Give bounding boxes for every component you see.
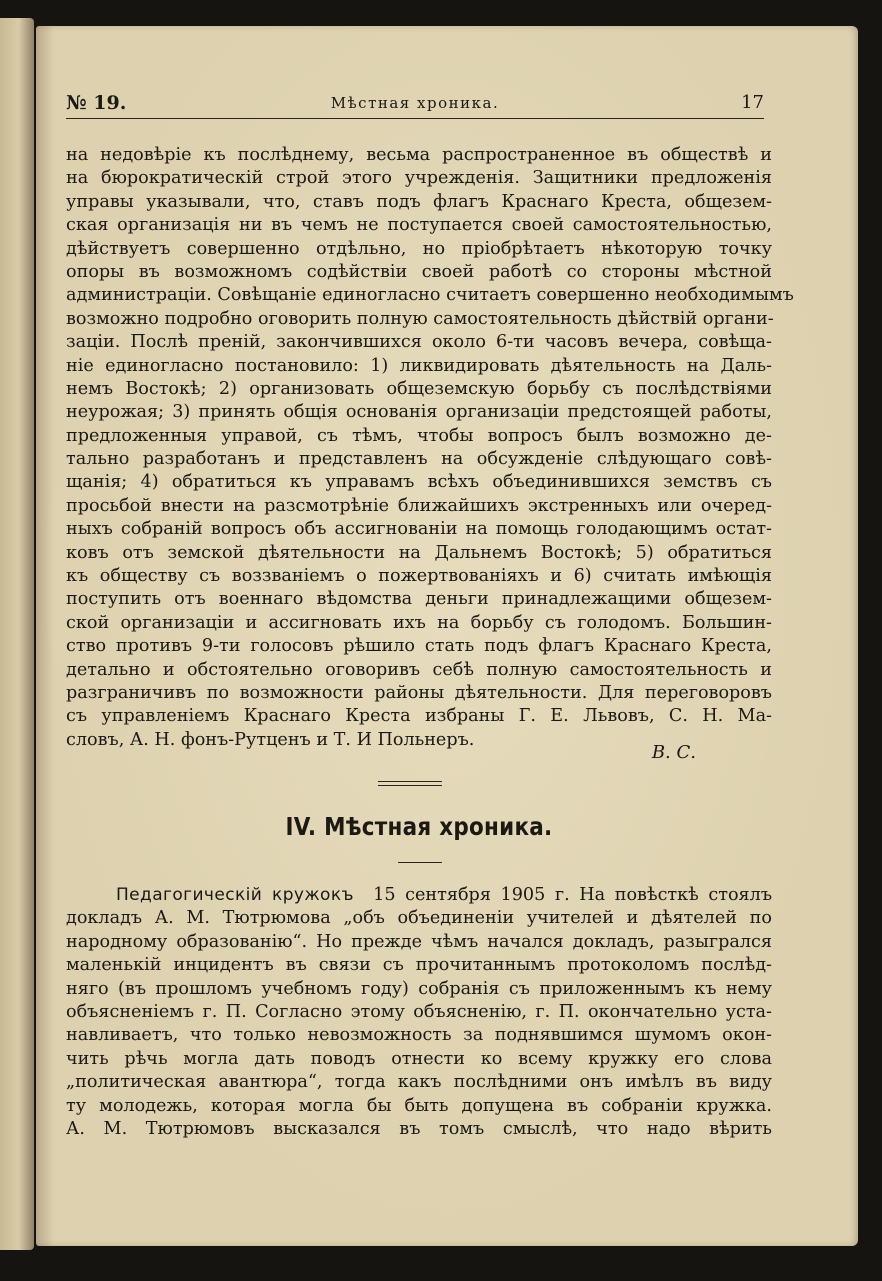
text-line: ство противъ 9-ти голосовъ рѣшило стать подъ флагъ Краснаго Креста, [66,636,772,657]
paragraph-zemstvo-meeting [66,144,794,752]
paragraph-pedagogical-circle [66,884,772,1141]
text-line: возможно подробно оговорить полную самостоятельность дѣйствій органи- [66,308,774,329]
text-line: администраціи. Совѣщаніе единогласно считаетъ совершенно необходимымъ [66,285,794,306]
text-line: просьбой внести на разсмотрѣніе ближайшихъ экстренныхъ или очеред- [66,495,772,516]
page-number: 17 [741,92,764,113]
text-line: опоры въ возможномъ содѣйствіи своей работѣ со стороны мѣстной [66,261,772,282]
rubric-label: Педагогическій кружокъ [116,885,354,905]
text-line: словъ, А. Н. фонъ-Рутценъ и Т. И Польнеръ. [66,729,475,750]
author-signature: В. С. [651,742,696,763]
text-line: на недовѣріе къ послѣднему, весьма распространенное въ обществѣ и [66,145,772,165]
text-line: „политическая авантюра“, тогда какъ послѣдними онъ имѣлъ въ виду [66,1072,772,1093]
text-line: управы указывали, что, ставъ подъ флагъ Краснаго Креста, общезем- [66,191,772,212]
text-line: къ обществу съ воззваніемъ о пожертвованіяхъ и 6) считать имѣющія [66,566,772,587]
text-line: чить рѣчь могла дать поводъ отнести ко всему кружку его слова [66,1048,772,1069]
text-line: щанія; 4) обратиться къ управамъ всѣхъ объединившихся земствъ съ [66,472,772,493]
text-line: объясненіемъ г. П. Согласно этому объясненію, г. П. окончательно уста- [66,1001,772,1022]
book-page [36,26,858,1246]
text-line: разграничивъ по возможности районы дѣятельности. Для переговоровъ [66,682,772,703]
running-title: Мѣстная хроника. [330,94,500,112]
facing-page-edge [0,18,34,1250]
double-rule-divider [378,781,442,786]
text-line: А. М. Тютрюмовъ высказался въ томъ смыслѣ, что надо вѣрить [66,1118,772,1139]
text-line: поступить отъ военнаго вѣдомства деньги принадлежащими общезем- [66,589,772,610]
text-line: ныхъ собраній вопросъ объ ассигнованіи на помощь голодающимъ остат- [66,519,772,540]
text-line-rest: 15 сентября 1905 г. На повѣсткѣ стоялъ [373,885,773,905]
text-line: на бюрократическій строй этого учрежденія. Защитники предложенія [66,168,772,189]
text-line: навливаетъ, что только невозможность за поднявшимся шумомъ окон- [66,1025,772,1046]
single-rule-divider [398,862,442,863]
text-line: ковъ отъ земской дѣятельности на Дальнемъ Востокѣ; 5) обратиться [66,542,772,563]
text-line: ніе единогласно постановило: 1) ликвидировать дѣятельность на Даль- [66,355,772,376]
issue-number: № 19. [66,92,127,114]
text-line: ской организаціи и ассигновать ихъ на борьбу съ голодомъ. Большин- [66,612,772,633]
text-line: неурожая; 3) принять общія основанія организаціи предстоящей работы, [66,402,772,423]
running-header [66,90,764,119]
text-line: заціи. Послѣ преній, закончившихся около 6-ти часовъ вечера, совѣща- [66,332,772,353]
text-line: няго (въ прошломъ учебномъ году) собранія съ приложеннымъ къ нему [66,978,772,999]
text-line-first [66,884,772,907]
text-line: маленькій инцидентъ въ связи съ прочитаннымъ протоколомъ послѣд- [66,955,772,976]
text-line: тально разработанъ и представленъ на обсужденіе слѣдующаго совѣ- [66,449,772,470]
text-line: дѣйствуетъ совершенно отдѣльно, но пріобрѣтаетъ нѣкоторую точку [66,238,772,259]
text-line: съ управленіемъ Краснаго Креста избраны Г. Е. Львовъ, С. Н. Ма- [66,706,772,727]
text-line: детально и обстоятельно оговоривъ себѣ полную самостоятельность и [66,659,772,680]
section-heading: IV. Мѣстная хроника. [285,812,553,841]
text-line: предложенныя управой, съ тѣмъ, чтобы вопросъ былъ возможно де- [66,425,772,446]
text-line: ту молодежь, которая могла бы быть допущена въ собраніи кружка. [66,1095,772,1116]
text-line: народному образованію“. Но прежде чѣмъ начался докладъ, разыгрался [66,931,772,952]
text-line: ская организація ни въ чемъ не поступается своей самостоятельностью, [66,215,772,236]
text-line: докладъ А. М. Тютрюмова „объ объединеніи учителей и дѣятелей по [66,908,772,929]
text-line: немъ Востокѣ; 2) организовать общеземскую борьбу съ послѣдствіями [66,378,772,399]
